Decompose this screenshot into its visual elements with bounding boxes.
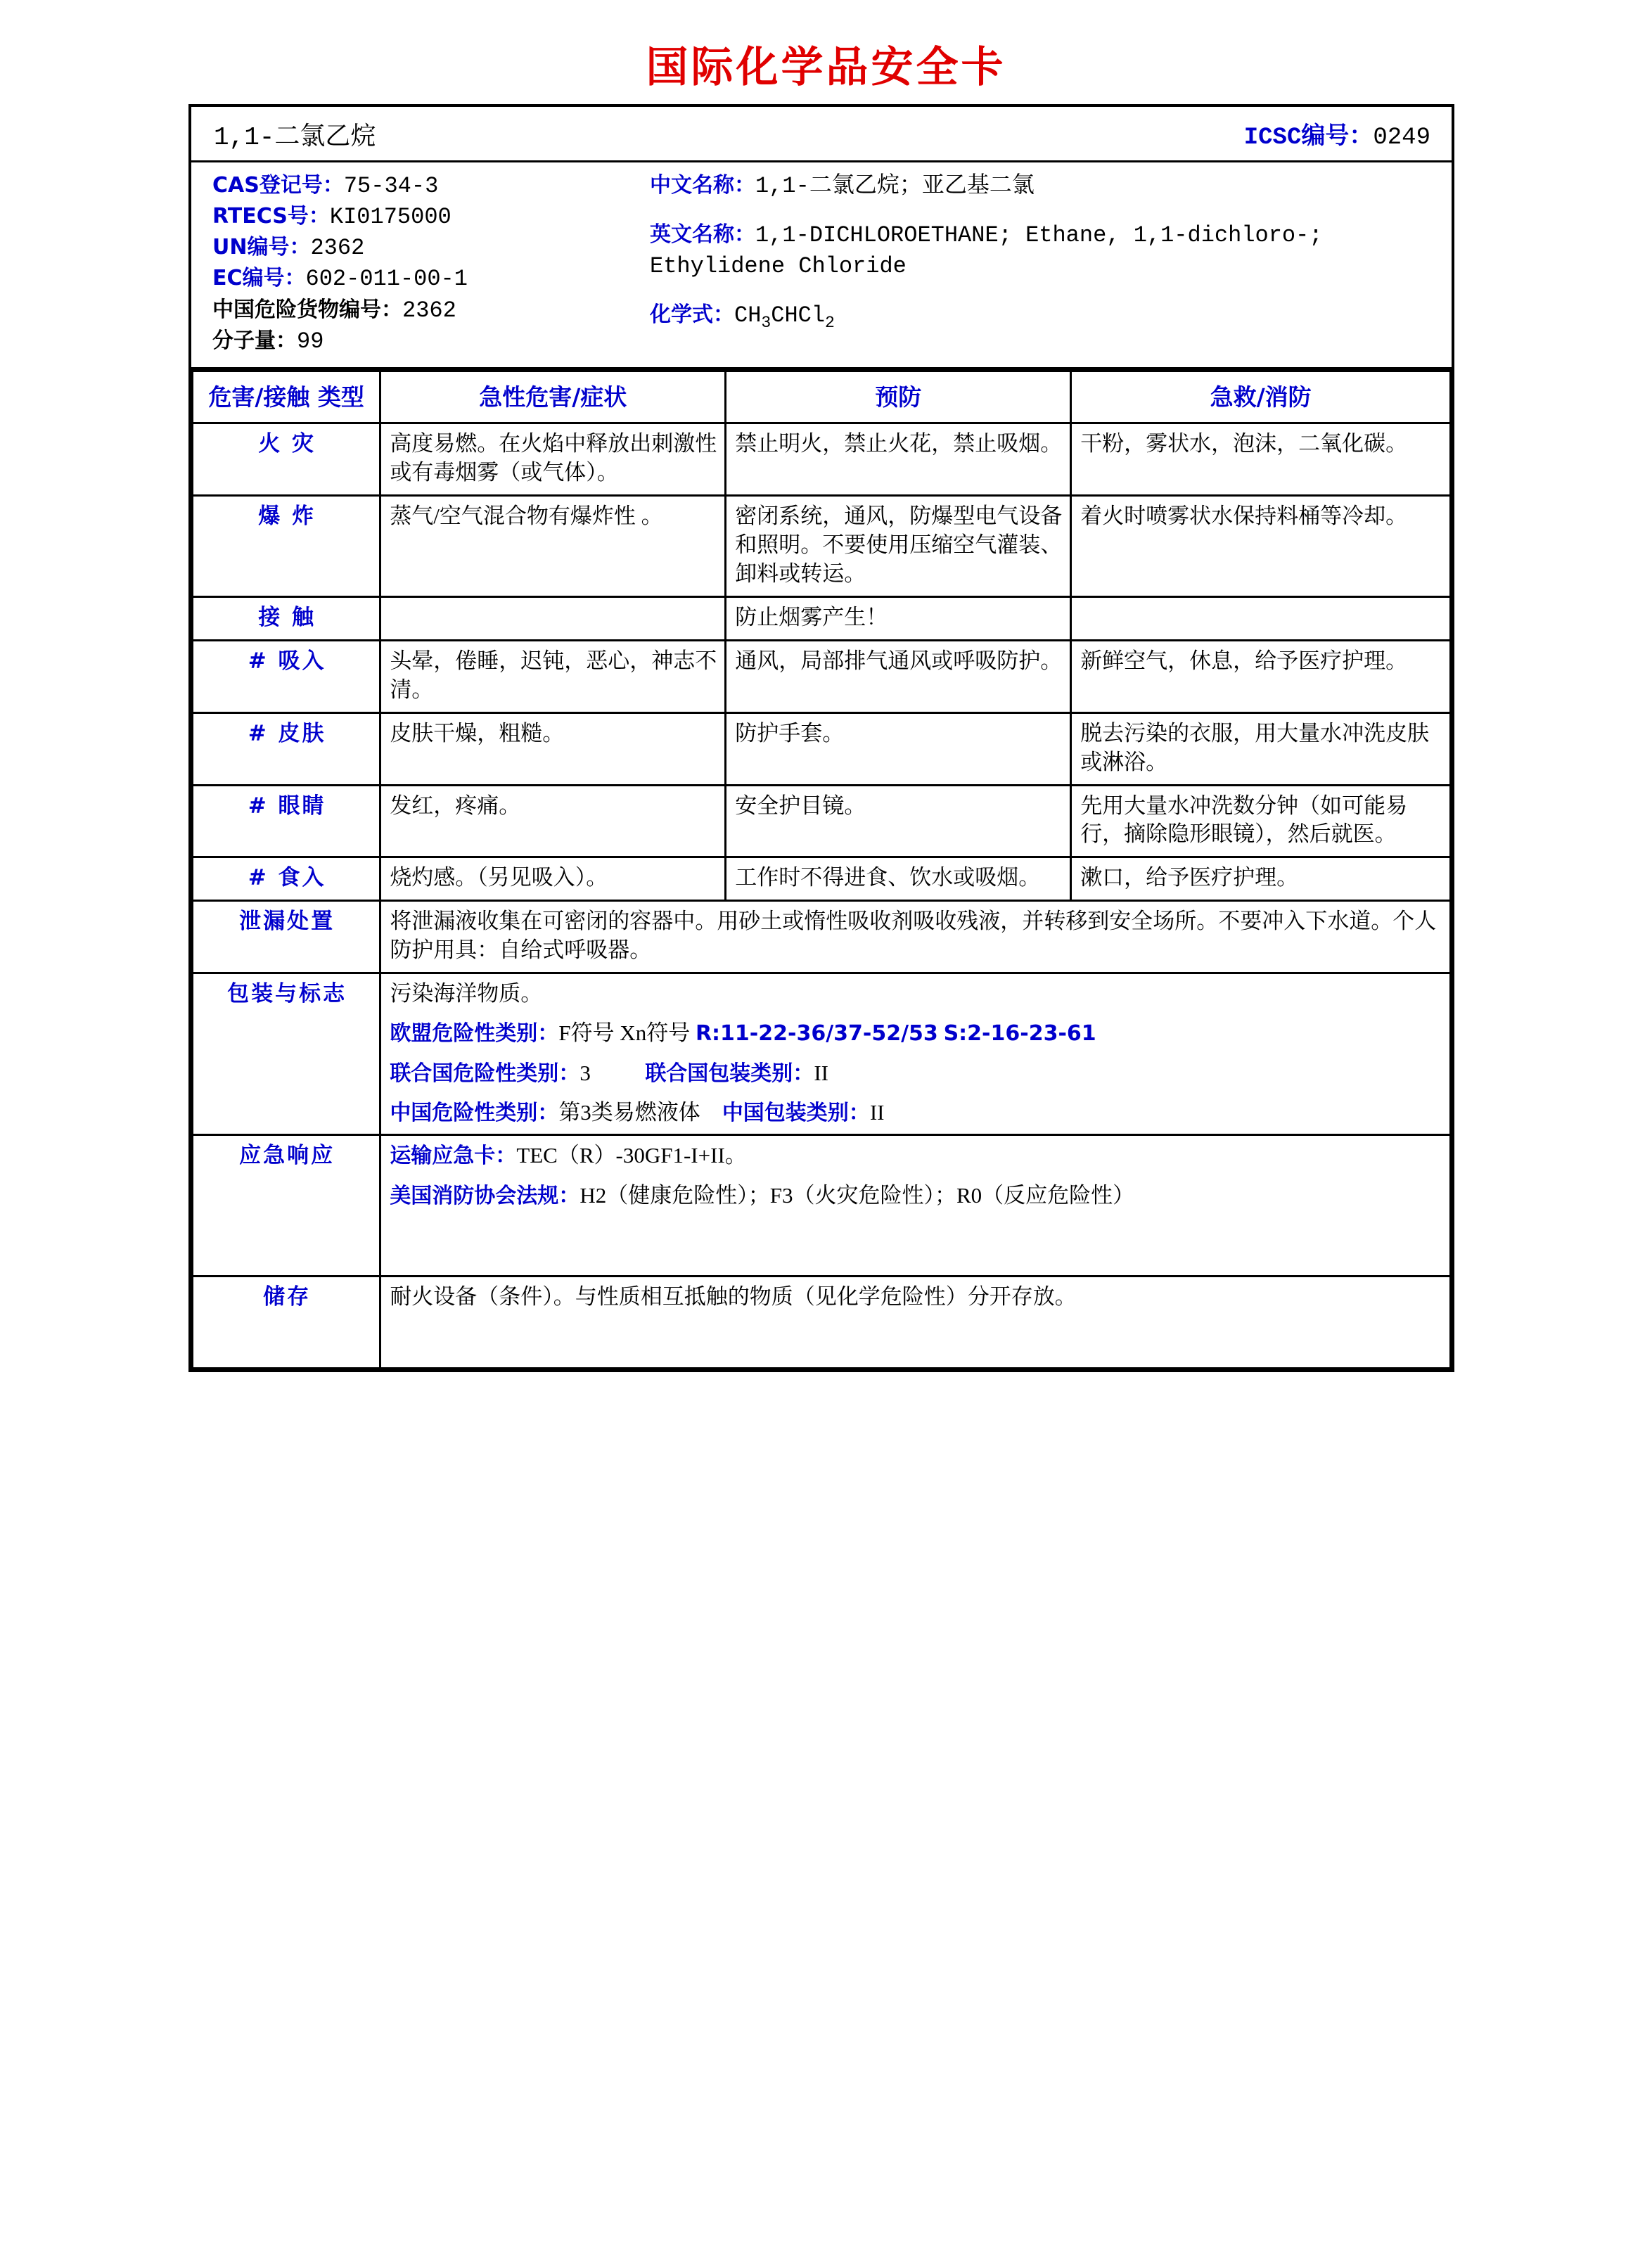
emergency-transport-card-value: TEC（R）-30GF1-I+II。 (516, 1143, 747, 1168)
identifier-rtecs-value: KI0175000 (329, 204, 452, 231)
cell-eyes-prevention: 安全护目镜。 (726, 785, 1071, 857)
name-chinese (650, 171, 1452, 202)
table-row (193, 1135, 1451, 1277)
cell-emergency-response (380, 1135, 1451, 1277)
header-first-aid: 急救/消防 (1071, 371, 1451, 423)
packaging-cn-class-value: 第3类易燃液体 (558, 1099, 700, 1125)
row-category-emergency-response: 应急响应 (193, 1135, 380, 1277)
identifiers-spacer-1 (650, 202, 1452, 220)
header-hazard-type: 危害/接触 类型 (193, 371, 380, 423)
identifier-cn-dangerous-goods-label: 中国危险货物编号： (212, 297, 402, 322)
icsc-number: 0249 (1373, 124, 1430, 151)
packaging-un-line (390, 1059, 1442, 1087)
name-chinese-label: 中文名称： (650, 173, 755, 198)
icsc-card (188, 104, 1454, 1372)
identifier-cn-dangerous-goods-value: 2362 (402, 297, 456, 324)
table-row (193, 496, 1451, 597)
emergency-nfpa (390, 1182, 1442, 1210)
packaging-un-class-label: 联合国危险性类别： (390, 1061, 580, 1086)
row-category-explosion: 爆 炸 (193, 496, 380, 597)
name-english (650, 220, 1452, 282)
cell-skin-firstaid: 脱去污染的衣服，用大量水冲洗皮肤或淋浴。 (1071, 712, 1451, 785)
identifiers-left-column (191, 171, 641, 357)
cell-inhalation-firstaid: 新鲜空气，休息，给予医疗护理。 (1071, 640, 1451, 712)
cell-eyes-symptoms: 发红，疼痛。 (380, 785, 726, 857)
cell-exposure-symptoms (380, 597, 726, 641)
emergency-transport-card-label: 运输应急卡： (390, 1144, 517, 1169)
cell-skin-prevention: 防护手套。 (726, 712, 1071, 785)
table-row (193, 901, 1451, 973)
emergency-nfpa-value: H2（健康危险性）；F3（火灾危险性）；R0（反应危险性） (580, 1182, 1135, 1208)
card-header-row (191, 107, 1452, 162)
packaging-eu-r-phrases: R:11-22-36/37-52/53 (695, 1021, 938, 1047)
identifiers-spacer-2 (650, 282, 1452, 300)
name-english-label: 英文名称： (650, 222, 755, 248)
page-title: 国际化学品安全卡 (646, 43, 1006, 92)
packaging-cn-pack-label: 中国包装类别： (722, 1100, 870, 1125)
packaging-marine-pollutant: 污染海洋物质。 (390, 981, 543, 1006)
cell-explosion-prevention: 密闭系统，通风，防爆型电气设备和照明。不要使用压缩空气灌装、卸料或转运。 (726, 496, 1071, 597)
packaging-cn-line (390, 1099, 1442, 1127)
name-english-value: 1,1-DICHLOROETHANE; Ethane, 1,1-dichloro-; Ethylidene Chloride (650, 222, 1323, 280)
table-row (193, 1277, 1451, 1369)
table-header-row (193, 371, 1451, 423)
cell-fire-prevention: 禁止明火，禁止火花，禁止吸烟。 (726, 423, 1071, 496)
cell-spill-text: 将泄漏液收集在可密闭的容器中。用砂土或惰性吸收剂吸收残液，并转移到安全场所。不要冲入下水道。个人防护用具：自给式呼吸器。 (380, 901, 1451, 973)
cell-explosion-firstaid: 着火时喷雾状水保持料桶等冷却。 (1071, 496, 1451, 597)
packaging-eu-class (390, 1019, 1442, 1047)
table-row (193, 597, 1451, 641)
table-row (193, 857, 1451, 901)
row-category-exposure: 接 触 (193, 597, 380, 641)
packaging-un-pack-label: 联合国包装类别： (645, 1061, 814, 1086)
identifiers-right-column (641, 171, 1452, 357)
identifier-molecular-weight (212, 326, 641, 357)
packaging-un-class-value: 3 (580, 1060, 591, 1085)
row-category-ingestion: # 食入 (193, 857, 380, 901)
cell-ingestion-symptoms: 烧灼感。（另见吸入）。 (380, 857, 726, 901)
chemical-formula (650, 300, 1452, 335)
row-category-packaging: 包装与标志 (193, 973, 380, 1135)
row-category-storage: 储存 (193, 1277, 380, 1369)
icsc-number-block (1244, 108, 1452, 160)
table-row (193, 712, 1451, 785)
cell-fire-firstaid: 干粉，雾状水，泡沫，二氧化碳。 (1071, 423, 1451, 496)
header-prevention: 预防 (726, 371, 1071, 423)
identifier-cn-dangerous-goods (212, 295, 641, 326)
table-row (193, 640, 1451, 712)
cell-skin-symptoms: 皮肤干燥，粗糙。 (380, 712, 726, 785)
cell-inhalation-symptoms: 头晕，倦睡，迟钝，恶心，神志不清。 (380, 640, 726, 712)
cell-exposure-firstaid (1071, 597, 1451, 641)
name-chinese-value: 1,1-二氯乙烷；亚乙基二氯 (755, 173, 1035, 199)
identifiers-block (191, 162, 1452, 370)
cell-eyes-firstaid: 先用大量水冲洗数分钟（如可能易行，摘除隐形眼镜），然后就医。 (1071, 785, 1451, 857)
identifier-rtecs-label: RTECS号： (212, 204, 330, 229)
emergency-nfpa-label: 美国消防协会法规： (390, 1183, 580, 1208)
identifier-molecular-weight-label: 分子量： (212, 328, 297, 353)
emergency-transport-card (390, 1141, 1442, 1170)
hazards-table (191, 370, 1452, 1369)
table-row (193, 785, 1451, 857)
identifier-cas (212, 171, 641, 202)
identifier-un-value: 2362 (310, 235, 365, 262)
header-acute-hazards: 急性危害/症状 (380, 371, 726, 423)
identifier-rtecs (212, 202, 641, 233)
packaging-cn-pack-value: II (869, 1099, 885, 1125)
identifier-ec-label: EC编号： (212, 266, 306, 291)
cell-ingestion-prevention: 工作时不得进食、饮水或吸烟。 (726, 857, 1071, 901)
row-category-skin: # 皮肤 (193, 712, 380, 785)
packaging-eu-class-value: F符号 Xn符号 (558, 1021, 696, 1046)
row-category-inhalation: # 吸入 (193, 640, 380, 712)
identifier-molecular-weight-value: 99 (297, 328, 324, 354)
row-category-eyes: # 眼睛 (193, 785, 380, 857)
icsc-label: ICSC编号： (1243, 124, 1374, 151)
cell-inhalation-prevention: 通风，局部排气通风或呼吸防护。 (726, 640, 1071, 712)
cell-storage-text: 耐火设备（条件）。与性质相互抵触的物质（见化学危险性）分开存放。 (380, 1277, 1451, 1369)
identifier-ec (212, 264, 641, 295)
cell-explosion-symptoms: 蒸气/空气混合物有爆炸性 。 (380, 496, 726, 597)
chemical-formula-value: $CH_3CHCl_2$ (734, 302, 835, 333)
identifier-cas-value: 75-34-3 (343, 173, 439, 199)
identifier-un (212, 233, 641, 264)
packaging-cn-class-label: 中国危险性类别： (390, 1100, 559, 1125)
cell-exposure-prevention: 防止烟雾产生！ (726, 597, 1071, 641)
table-row (193, 973, 1451, 1135)
cell-fire-symptoms: 高度易燃。在火焰中释放出刺激性或有毒烟雾（或气体）。 (380, 423, 726, 496)
chemical-formula-label: 化学式： (650, 302, 734, 328)
packaging-eu-class-label: 欧盟危险性类别： (390, 1021, 559, 1047)
table-row (193, 423, 1451, 496)
cell-ingestion-firstaid: 漱口，给予医疗护理。 (1071, 857, 1451, 901)
cell-packaging (380, 973, 1451, 1135)
substance-name: 1,1-二氯乙烷 (214, 122, 376, 152)
row-category-fire: 火 灾 (193, 423, 380, 496)
packaging-eu-s-phrases: S:2-16-23-61 (943, 1021, 1096, 1047)
row-category-spill: 泄漏处置 (193, 901, 380, 973)
identifier-un-label: UN编号： (212, 235, 311, 260)
packaging-un-pack-value: II (814, 1060, 828, 1085)
identifier-cas-label: CAS登记号： (212, 173, 344, 198)
identifier-ec-value: 602-011-00-1 (305, 266, 468, 293)
